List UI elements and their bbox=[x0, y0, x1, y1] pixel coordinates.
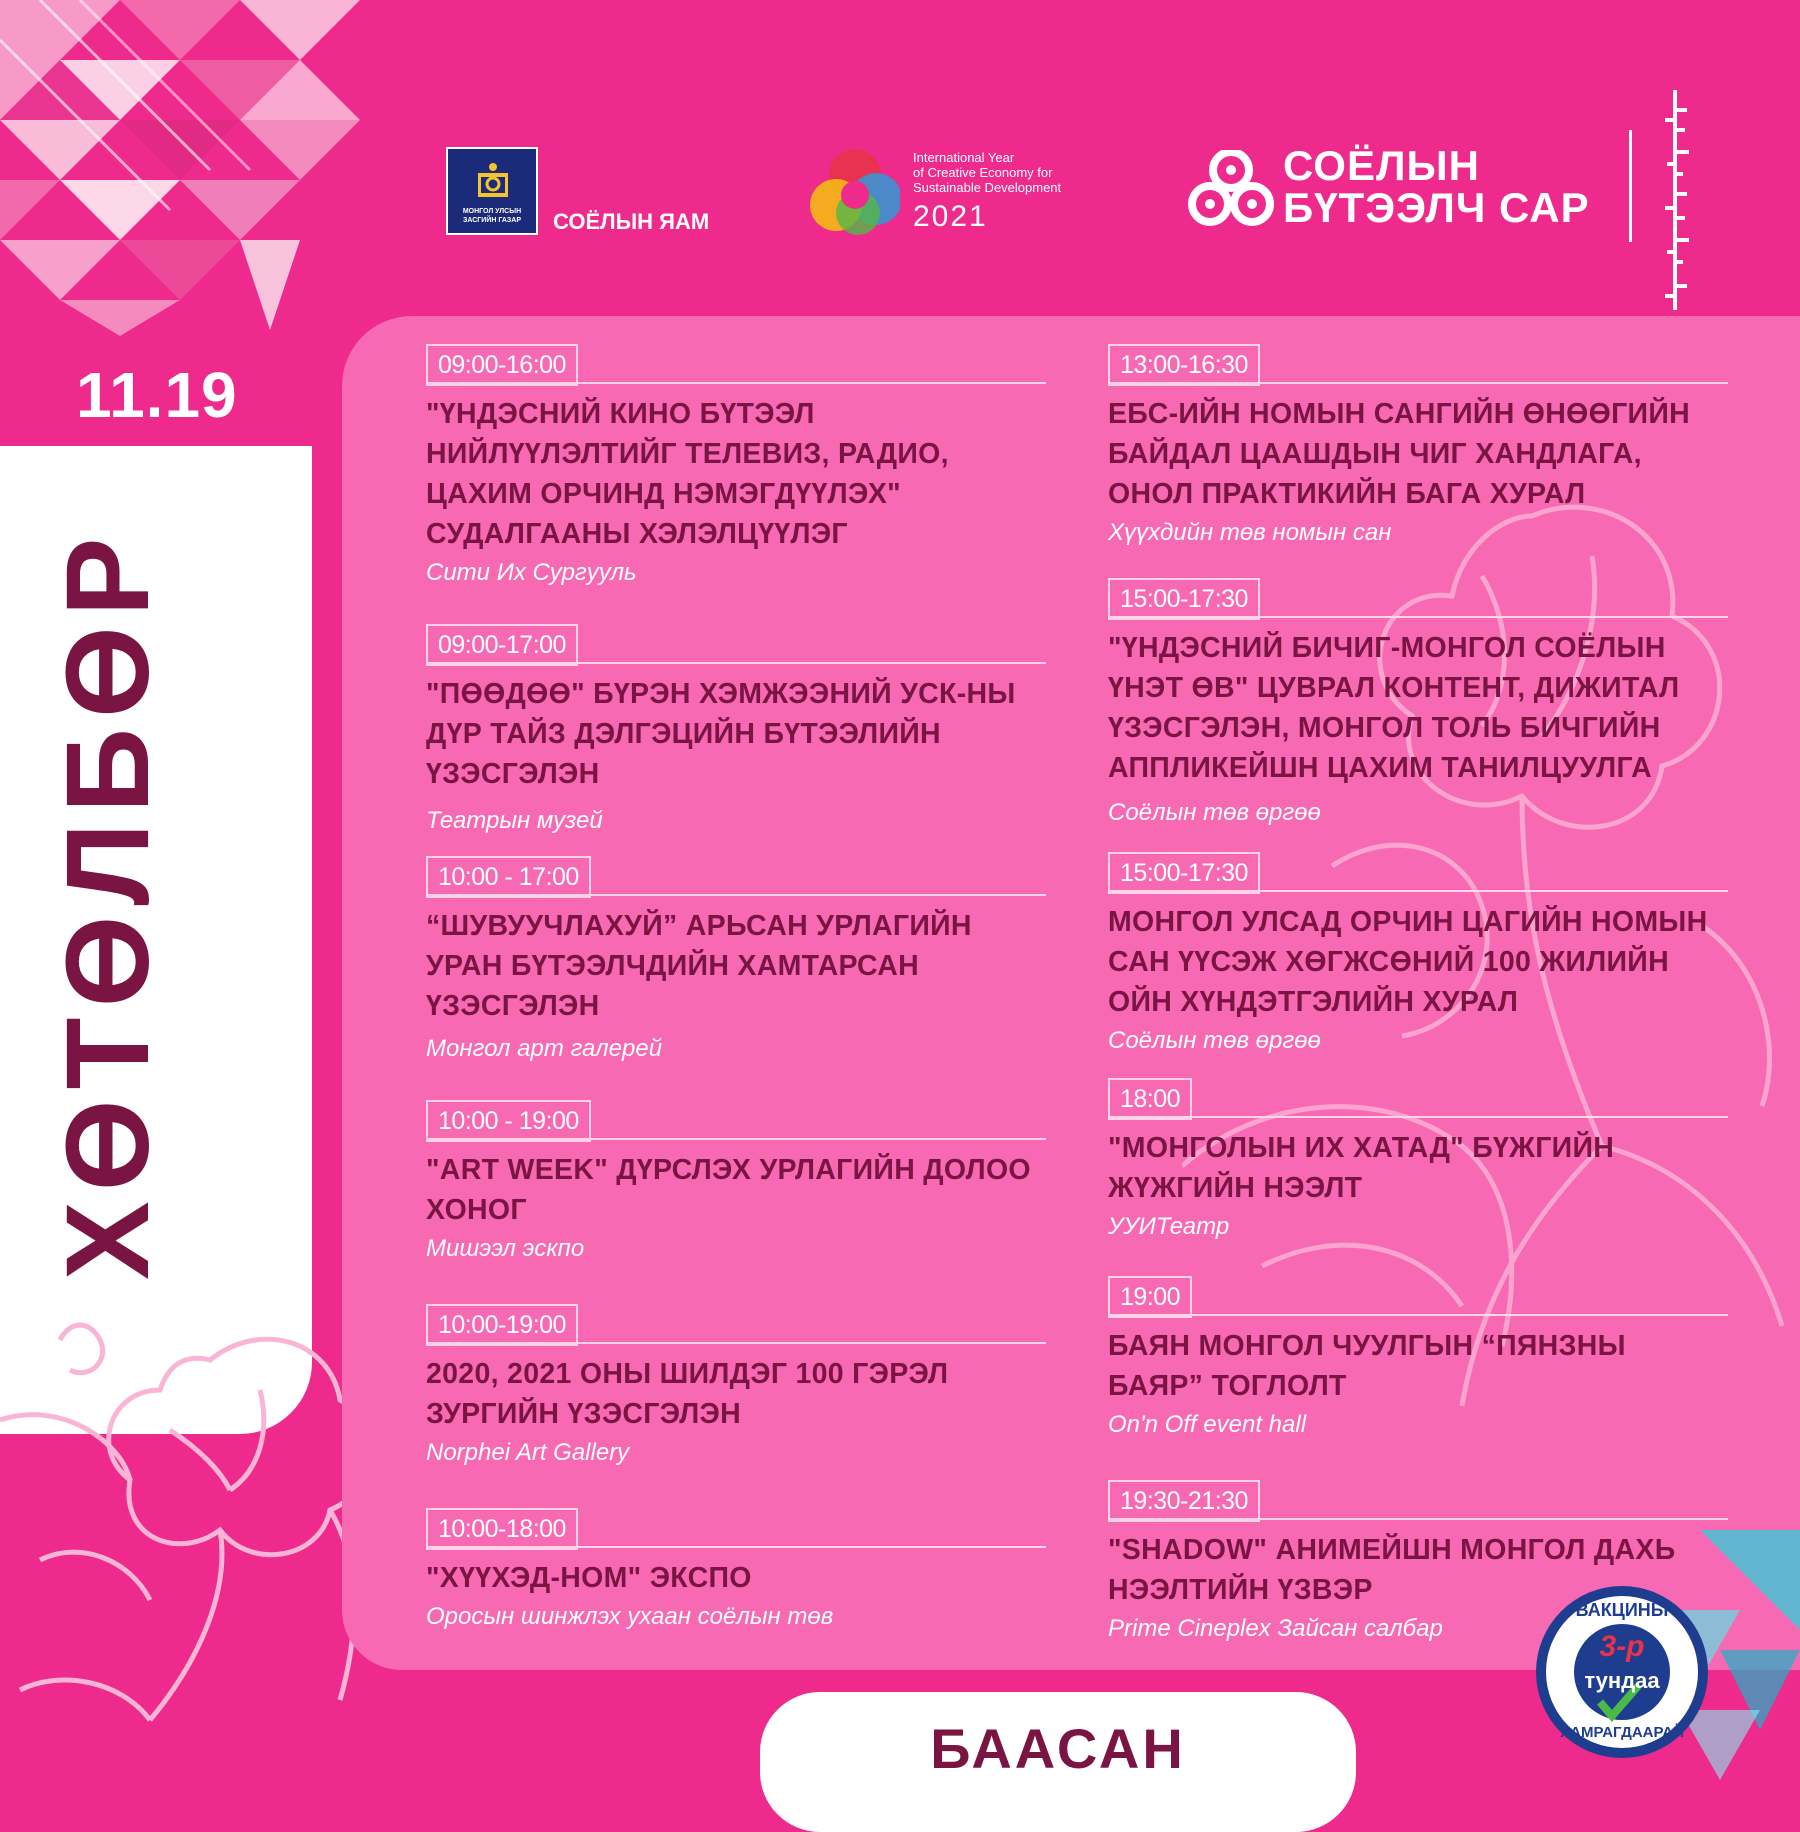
event-time: 13:00-16:30 bbox=[1108, 344, 1260, 386]
header-logos bbox=[0, 0, 1800, 330]
divider-line bbox=[426, 1546, 1046, 1548]
event-time-row bbox=[1108, 1276, 1728, 1318]
event-title: "ПӨӨДӨӨ" БҮРЭН ХЭМЖЭЭНИЙ УСК-НЫ ДҮР ТАЙЗ ДЭЛГЭЦИЙН БҮТЭЭЛИЙН ҮЗЭСГЭЛЭН bbox=[426, 678, 1016, 790]
event-time-row bbox=[426, 624, 1046, 666]
divider-line bbox=[426, 382, 1046, 384]
divider-line bbox=[1108, 616, 1728, 618]
year-caption bbox=[913, 150, 1061, 195]
divider-line bbox=[426, 1342, 1046, 1344]
event-time: 19:00 bbox=[1108, 1276, 1192, 1318]
year-caption-line-3: Sustainable Development bbox=[913, 180, 1062, 195]
ministry-name: СОЁЛЫН ЯАМ bbox=[553, 209, 710, 234]
day-label-pill bbox=[760, 1692, 1356, 1832]
divider-line bbox=[1108, 1116, 1728, 1118]
event-title: "ART WEEK" ДҮРСЛЭХ УРЛАГИЙН ДОЛОО ХОНОГ bbox=[426, 1154, 1031, 1226]
event-venue: Norphei Art Gallery bbox=[426, 1439, 630, 1466]
event-time: 09:00-16:00 bbox=[426, 344, 578, 386]
event-title: ЕБС-ИЙН НОМЫН САНГИЙН ӨНӨӨГИЙН БАЙДАЛ ЦААШДЫН ЧИГ ХАНДЛАГА, ОНОЛ ПРАКТИКИЙН БАГА ХУРАЛ bbox=[1108, 398, 1691, 510]
event-item bbox=[1108, 344, 1728, 550]
year-number: 2021 bbox=[913, 200, 988, 233]
event-venue: Prime Cineplex Зайсан салбар bbox=[1108, 1615, 1443, 1642]
event-time: 15:00-17:30 bbox=[1108, 578, 1260, 620]
event-time-row bbox=[426, 856, 1046, 898]
event-title: МОНГОЛ УЛСАД ОРЧИН ЦАГИЙН НОМЫН САН ҮҮСЭЖ ХӨГЖСӨНИЙ 100 ЖИЛИЙН ОЙН ХҮНДЭТГЭЛИЙН ХУРАЛ bbox=[1108, 906, 1708, 1018]
event-title: "ХҮҮХЭД-НОМ" ЭКСПО bbox=[426, 1562, 752, 1594]
event-time: 10:00-19:00 bbox=[426, 1304, 578, 1346]
event-time: 15:00-17:30 bbox=[1108, 852, 1260, 894]
divider-line bbox=[426, 662, 1046, 664]
soyombo-icon bbox=[478, 161, 508, 199]
year-caption-line-2: of Creative Economy for bbox=[913, 165, 1053, 180]
event-item bbox=[426, 1100, 1046, 1266]
event-time-row bbox=[426, 1304, 1046, 1346]
event-venue: Соёлын төв өргөө bbox=[1108, 799, 1321, 826]
program-title: ХӨТӨЛБӨР bbox=[42, 527, 174, 1280]
event-time: 10:00 - 17:00 bbox=[426, 856, 591, 898]
event-item bbox=[1108, 1276, 1728, 1442]
badge-top-text: ВАКЦИНЫ bbox=[1575, 1600, 1669, 1620]
month-title-line-1: СОЁЛЫН bbox=[1283, 142, 1480, 189]
event-venue: Театрын музей bbox=[426, 807, 603, 834]
mongolian-script-decoration bbox=[1655, 90, 1695, 320]
divider-line bbox=[426, 1138, 1046, 1140]
event-venue: On'n Off event hall bbox=[1108, 1411, 1307, 1438]
creative-economy-year-logo bbox=[810, 147, 900, 237]
event-venue: УУИТеатр bbox=[1108, 1213, 1230, 1240]
event-time-row bbox=[426, 344, 1046, 386]
event-time-row bbox=[1108, 1480, 1728, 1522]
event-time: 09:00-17:00 bbox=[426, 624, 578, 666]
year-caption-line-1: International Year bbox=[913, 150, 1015, 165]
day-of-week: БААСАН bbox=[930, 1717, 1186, 1780]
event-item bbox=[426, 344, 1046, 590]
divider-line bbox=[1108, 382, 1728, 384]
event-date: 11.19 bbox=[76, 359, 238, 431]
event-time-row bbox=[1108, 1078, 1728, 1120]
event-time: 10:00 - 19:00 bbox=[426, 1100, 591, 1142]
month-title-line-2: БҮТЭЭЛЧ САР bbox=[1283, 184, 1590, 231]
divider-line bbox=[1108, 1518, 1728, 1520]
schedule-panel bbox=[342, 316, 1800, 1670]
government-emblem-logo bbox=[446, 147, 538, 235]
event-venue: Сити Их Сургууль bbox=[426, 559, 637, 586]
event-item bbox=[1108, 1078, 1728, 1244]
triple-swirl-logo-icon bbox=[1188, 150, 1274, 226]
event-title: "ҮНДЭСНИЙ КИНО БҮТЭЭЛ НИЙЛҮҮЛЭЛТИЙГ ТЕЛЕВИЗ, РАДИО, ЦАХИМ ОРЧИНД НЭМЭГДҮҮЛЭХ" СУДАЛГААНЫ ХЭЛЭЛЦҮҮЛЭГ bbox=[426, 398, 949, 550]
event-time-row bbox=[1108, 578, 1728, 620]
event-item bbox=[426, 1508, 1046, 1634]
event-time-row bbox=[426, 1508, 1046, 1550]
ministry-caption-line-1: МОНГОЛ УЛСЫН bbox=[462, 208, 522, 215]
event-venue: Оросын шинжлэх ухаан соёлын төв bbox=[426, 1603, 834, 1630]
event-item bbox=[426, 624, 1046, 838]
creative-month-title bbox=[1283, 142, 1590, 231]
badge-number: 3-р bbox=[1599, 1630, 1645, 1663]
event-time: 10:00-18:00 bbox=[426, 1508, 578, 1550]
badge-bottom-text: ХАМРАГДААРАЙ bbox=[1560, 1724, 1684, 1741]
event-time-row bbox=[1108, 344, 1728, 386]
event-venue: Соёлын төв өргөө bbox=[1108, 1027, 1321, 1054]
event-title: 2020, 2021 ОНЫ ШИЛДЭГ 100 ГЭРЭЛ ЗУРГИЙН ҮЗЭСГЭЛЭН bbox=[426, 1358, 949, 1430]
event-time: 19:30-21:30 bbox=[1108, 1480, 1260, 1522]
ministry-caption-line-2: ЗАСГИЙН ГАЗАР bbox=[462, 217, 522, 224]
event-item bbox=[426, 856, 1046, 1066]
event-title: “ШУВУУЧЛАХУЙ” АРЬСАН УРЛАГИЙН УРАН БҮТЭЭЛЧДИЙН ХАМТАРСАН ҮЗЭСГЭЛЭН bbox=[426, 910, 972, 1022]
event-venue: Хүүхдийн төв номын сан bbox=[1108, 519, 1392, 546]
event-venue: Мишээл эскпо bbox=[426, 1235, 585, 1262]
event-item bbox=[426, 1304, 1046, 1470]
event-venue: Монгол арт галерей bbox=[426, 1035, 663, 1062]
event-title: БАЯН МОНГОЛ ЧУУЛГЫН “ПЯНЗНЫ БАЯР” ТОГЛОЛТ bbox=[1108, 1330, 1626, 1402]
event-time: 18:00 bbox=[1108, 1078, 1192, 1120]
event-title: "МОНГОЛЫН ИХ ХАТАД" БҮЖГИЙН ЖҮЖГИЙН НЭЭЛТ bbox=[1108, 1132, 1615, 1204]
header-divider bbox=[1629, 130, 1632, 242]
event-title: "ҮНДЭСНИЙ БИЧИГ-МОНГОЛ СОЁЛЫН ҮНЭТ ӨВ" ЦУВРАЛ КОНТЕНТ, ДИЖИТАЛ ҮЗЭСГЭЛЭН, МОНГОЛ ТОЛЬ БИЧГИЙН АППЛИКЕЙШН ЦАХИМ ТАНИЛЦУУЛГА bbox=[1108, 632, 1680, 784]
event-item bbox=[1108, 852, 1728, 1058]
event-item bbox=[1108, 578, 1728, 830]
divider-line bbox=[1108, 1314, 1728, 1316]
event-time-row bbox=[426, 1100, 1046, 1142]
divider-line bbox=[426, 894, 1046, 896]
vaccine-badge bbox=[1534, 1584, 1710, 1760]
event-time-row bbox=[1108, 852, 1728, 894]
divider-line bbox=[1108, 890, 1728, 892]
event-title: "SHADOW" АНИМЕЙШН МОНГОЛ ДАХЬ НЭЭЛТИЙН ҮЗВЭР bbox=[1108, 1534, 1676, 1606]
badge-middle-text: тундаа bbox=[1584, 1668, 1660, 1693]
